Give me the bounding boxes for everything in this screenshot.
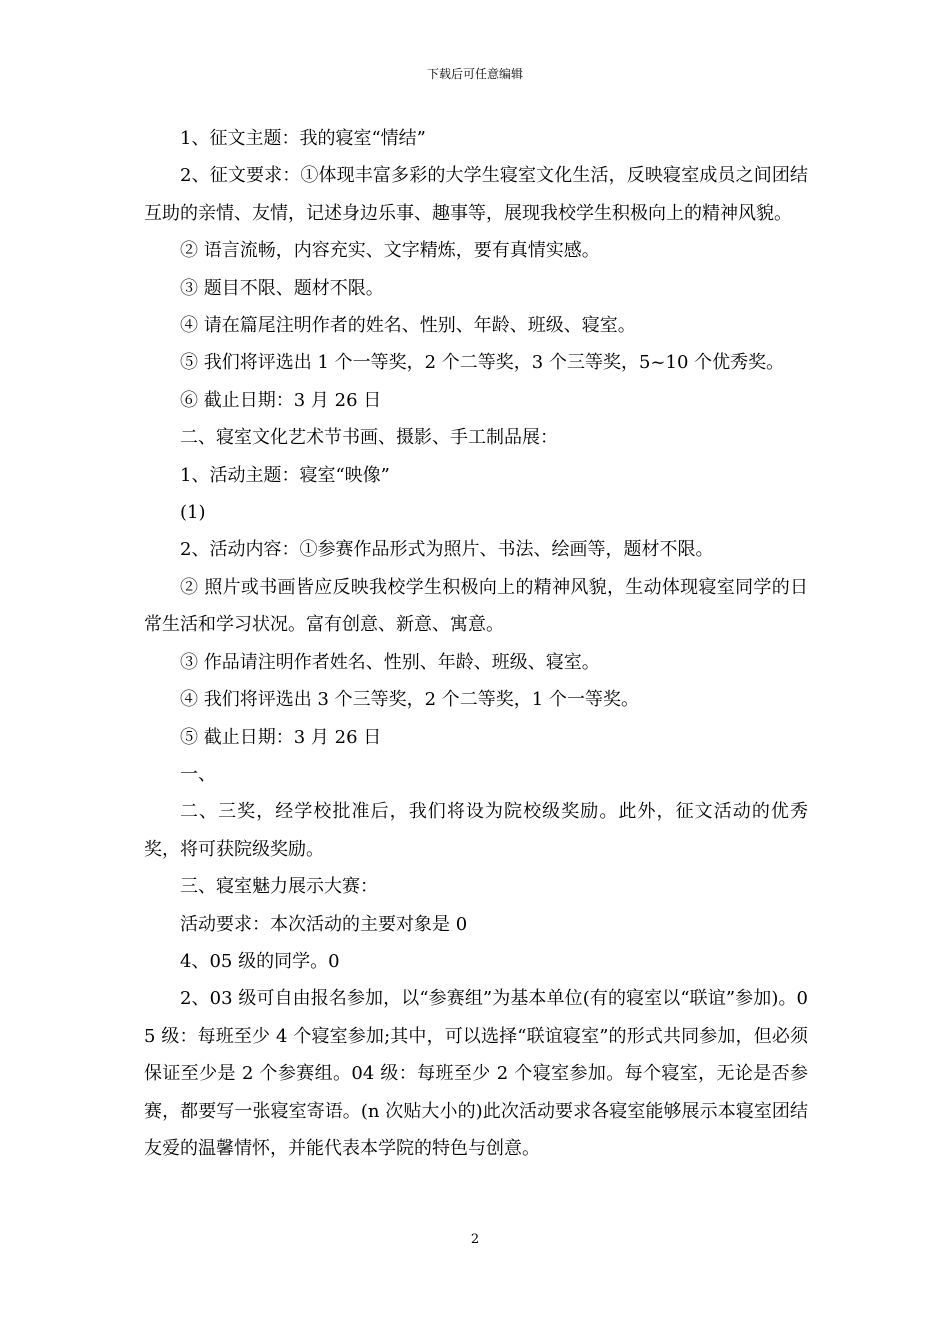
paragraph: (1) xyxy=(180,502,206,524)
paragraph: 2、03 级可自由报名参加，以“参赛组”为基本单位(有的寝室以“联谊”参加)。05 级：每班至少 4 个寝室参加;其中，可以选择“联谊寝室”的形式共同参加，但必须保证至少是 2 个参赛组。04 级：每班至少 2 个寝室参加。每个寝室，无论是否参赛，都要写一张寝室寄语。(n 次贴大小的)此次活动要求各寝室能够展示本寝室团结友爱的温馨情怀，并能代表本学院的特色与创意。 xyxy=(144,988,808,1159)
paragraph: ⑥ 截止日期：3 月 26 日 xyxy=(180,389,382,411)
paragraph: 1、活动主题：寝室“映像” xyxy=(180,464,390,486)
page-number: 2 xyxy=(470,1232,480,1247)
paragraph: 三、寝室魅力展示大赛： xyxy=(180,876,378,898)
paragraph: 1、征文主题：我的寝室“情结” xyxy=(180,128,426,149)
paragraph: 二、三奖，经学校批准后，我们将设为院校级奖励。此外，征文活动的优秀奖，将可获院级奖励。 xyxy=(144,801,808,860)
page-header: 下载后可任意编辑 xyxy=(426,67,523,81)
paragraph: ⑤ 截止日期：3 月 26 日 xyxy=(180,726,382,748)
paragraph: ⑤ 我们将评选出 1 个一等奖，2 个二等奖，3 个三等奖，5~10 个优秀奖。 xyxy=(180,352,785,374)
paragraph: 一、 xyxy=(180,763,216,785)
paragraph: ④ 请在篇尾注明作者的姓名、性别、年龄、班级、寝室。 xyxy=(180,315,636,337)
document-body xyxy=(144,120,808,1167)
paragraph: ③ 题目不限、题材不限。 xyxy=(180,277,384,299)
paragraph: ③ 作品请注明作者姓名、性别、年龄、班级、寝室。 xyxy=(180,651,600,673)
paragraph: ② 语言流畅，内容充实、文字精炼，要有真情实感。 xyxy=(180,240,600,262)
paragraph: 4、05 级的同学。0 xyxy=(180,950,340,972)
paragraph: ② 照片或书画皆应反映我校学生积极向上的精神风貌，生动体现寝室同学的日常生活和学习状况。富有创意、新意、寓意。 xyxy=(144,576,808,636)
paragraph: 二、寝室文化艺术节书画、摄影、手工制品展： xyxy=(180,427,558,449)
paragraph: 活动要求：本次活动的主要对象是 0 xyxy=(180,913,468,935)
paragraph: ④ 我们将评选出 3 个三等奖，2 个二等奖，1 个一等奖。 xyxy=(180,689,639,711)
paragraph: 2、征文要求：①体现丰富多彩的大学生寝室文化生活，反映寝室成员之间团结互助的亲情、友情，记述身边乐事、趣事等，展现我校学生积极向上的精神风貌。 xyxy=(144,165,808,224)
paragraph: 2、活动内容：①参赛作品形式为照片、书法、绘画等，题材不限。 xyxy=(180,539,714,561)
